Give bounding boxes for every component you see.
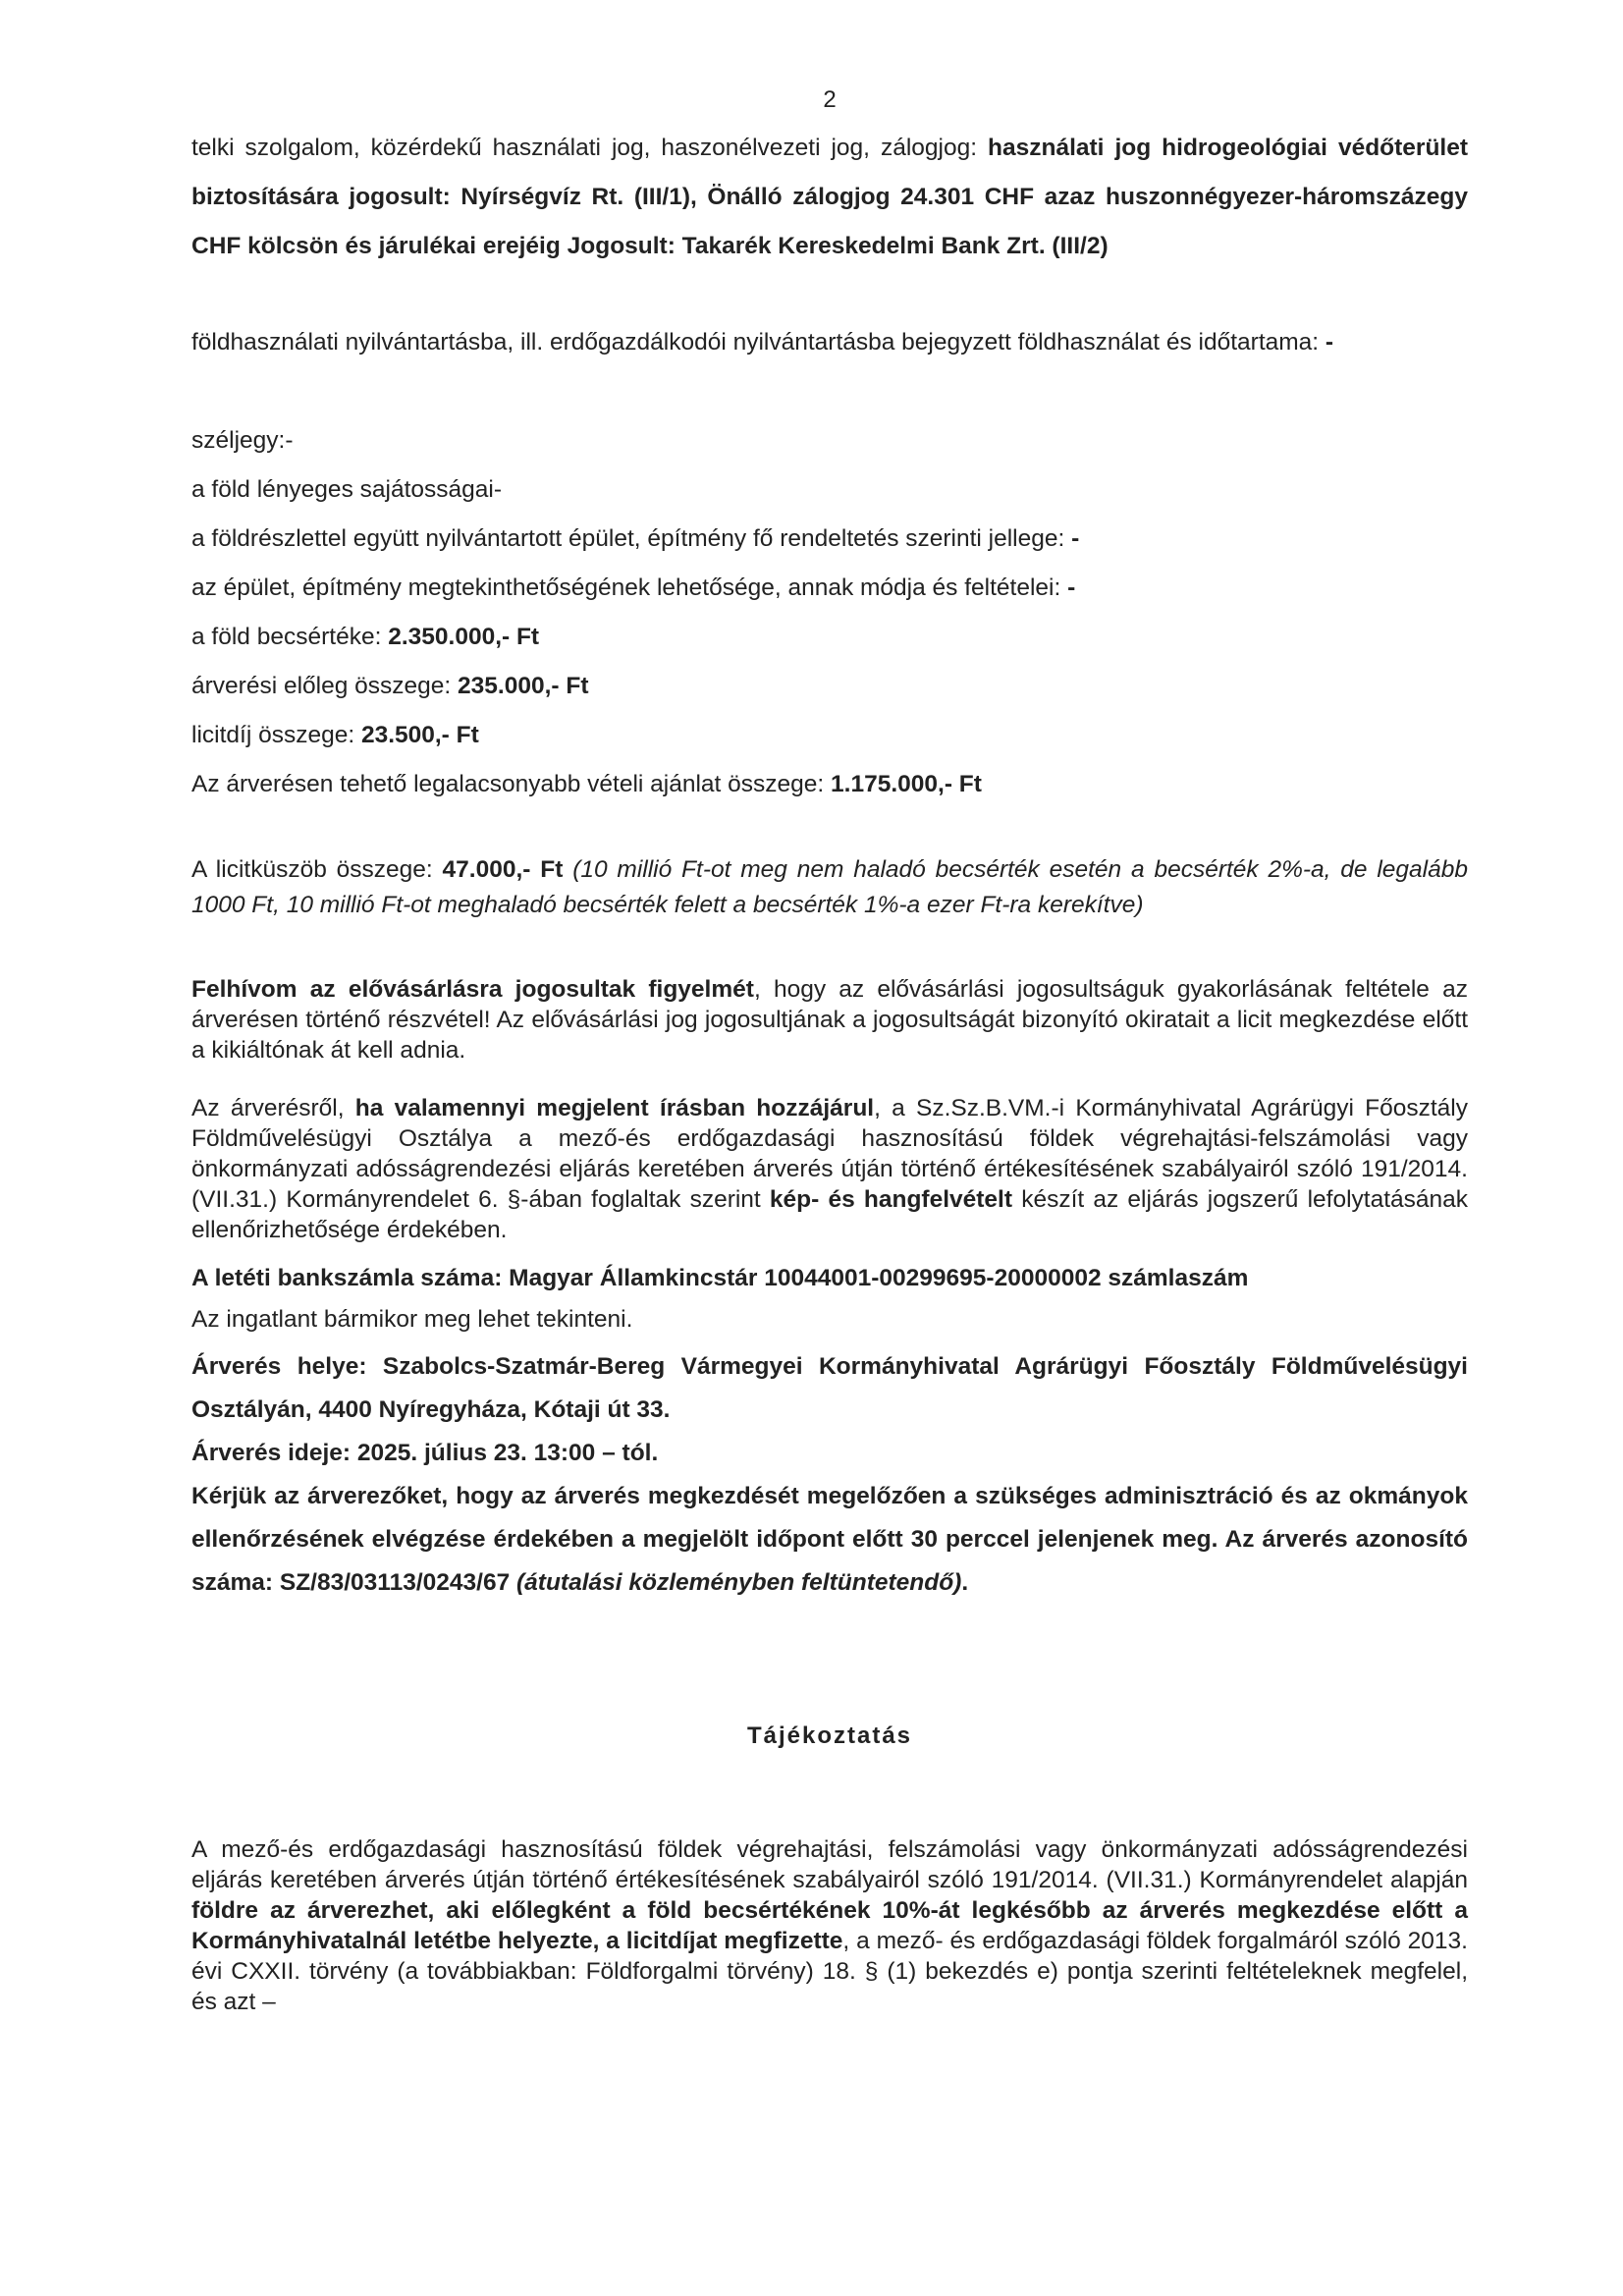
- recording-bold-b: ha valamennyi megjelent írásban hozzájárul: [354, 1095, 875, 1121]
- request-text: Kérjük az árverezőket, hogy az árverés megkezdését megelőzően a szükséges adminisztráció és az okmányok ellenőrzésének elvégzése érdekében a megjelölt időpont előtt 30 perccel jelenjenek meg. Az árverés azonosító száma: SZ/83/03113/0243/67: [191, 1483, 1468, 1596]
- land-use-value: -: [1325, 329, 1334, 355]
- viewing-line: [191, 564, 1468, 613]
- preemption-text: , hogy az elővásárlási jogosultságuk gyakorlásának feltétele az árverésen történő részvétel! Az elővásárlási jog jogosultjának a jogosultságát bizonyító okiratait a licit megkezdése előtt a kikiáltónak át kell adnia.: [191, 976, 1468, 1064]
- encumbrances-plain: telki szolgalom, közérdekű használati jog, haszonélvezeti jog, zálogjog:: [191, 135, 989, 161]
- lowest-offer-line: [191, 760, 1468, 809]
- lowest-offer-label: Az árverésen tehető legalacsonyabb vételi ajánlat összege:: [191, 771, 832, 797]
- viewing-label: az épület, építmény megtekinthetőségének lehetősége, annak módja és feltételei:: [191, 574, 1068, 601]
- viewing-value: -: [1067, 574, 1076, 601]
- estimated-value-label: a föld becsértéke:: [191, 624, 389, 650]
- bid-fee-label: licitdíj összege:: [191, 722, 361, 748]
- information-bold-b: földre az árverezhet, aki előlegként a föld becsértékének 10%-át legkésőbb az árverés megkezdése előtt a Kormányhivatalnál letétbe helyezte, a licitdíjat megfizette: [191, 1897, 1468, 1954]
- bank-account-line: [191, 1259, 1468, 1298]
- bid-threshold-label: A licitküszöb összege:: [191, 856, 443, 883]
- bid-threshold-note: (10 millió Ft-ot meg nem haladó becsérték esetén a becsérték 2%-a, de legalább 1000 Ft, 10 millió Ft-ot meghaladó becsérték felett a becsérték 1%-a ezer Ft-ra kerekítve): [191, 856, 1469, 918]
- page-number: 2: [823, 86, 837, 113]
- deposit-line: [191, 662, 1468, 711]
- sajatossagai-line: a föld lényeges sajátosságai-: [191, 476, 502, 503]
- preemption-bold: Felhívom az elővásárlásra jogosultak figyelmét: [191, 976, 754, 1003]
- request-end: .: [961, 1569, 969, 1596]
- deposit-value: 235.000,- Ft: [458, 673, 589, 699]
- preemption-paragraph: [191, 974, 1468, 1066]
- bank-account: A letéti bankszámla száma: Magyar Államkincstár 10044001-00299695-20000002 számlaszám: [191, 1265, 1249, 1291]
- estimated-value-line: [191, 613, 1468, 662]
- building-type-value: -: [1071, 525, 1080, 552]
- auction-place-text: Árverés helye: Szabolcs-Szatmár-Bereg Vármegyei Kormányhivatal Agrárügyi Főosztály Földművelésügyi Osztályán, 4400 Nyíregyháza, Kótaji út 33.: [191, 1353, 1468, 1423]
- auction-time-text: Árverés ideje: 2025. július 23. 13:00 – tól.: [191, 1440, 659, 1466]
- recording-paragraph: [191, 1093, 1468, 1245]
- recording-text-c: , a Sz.Sz.B.VM.-i Kormányhivatal Agrárügyi Főosztály Földművelésügyi Osztálya a mező-és erdőgazdasági hasznosítású földek végrehajtási-felszámolási vagy önkormányzati adósságrendezési eljárás keretében árverés útján történő értékesítésének szabályairól szóló 191/2014. (VII.31.) Kormányrendelet 6. §-ában foglaltak szerint: [191, 1095, 1468, 1213]
- encumbrances-paragraph: [191, 124, 1468, 271]
- lowest-offer-value: 1.175.000,- Ft: [831, 771, 982, 797]
- estimated-value: 2.350.000,- Ft: [388, 624, 540, 650]
- bid-fee-line: [191, 711, 1468, 760]
- request-note: (átutalási közleményben feltüntetendő): [516, 1569, 962, 1596]
- building-type-line: [191, 515, 1468, 564]
- request-paragraph: [191, 1475, 1468, 1605]
- information-text-c: , a mező- és erdőgazdasági földek forgalmáról szóló 2013. évi CXXII. törvény (a továbbiakban: Földforgalmi törvény) 18. § (1) bekezdés e) pontja szerinti feltételeknek megfelel, és azt –: [191, 1928, 1468, 2015]
- recording-text-a: Az árverésről,: [191, 1095, 355, 1121]
- building-type-label: a földrészlettel együtt nyilvántartott épület, építmény fő rendeltetés szerinti jellege:: [191, 525, 1072, 552]
- information-paragraph: [191, 1834, 1468, 2017]
- szeljegy-line: széljegy:-: [191, 427, 294, 454]
- recording-bold-d: kép- és hangfelvételt: [769, 1186, 1013, 1213]
- recording-text-e: készít az eljárás jogszerű lefolytatásának ellenőrizhetősége érdekében.: [191, 1186, 1469, 1243]
- bid-threshold-value: 47.000,- Ft: [442, 856, 564, 883]
- bid-threshold-paragraph: [191, 852, 1468, 923]
- land-use-text: földhasználati nyilvántartásba, ill. erdőgazdálkodói nyilvántartásba bejegyzett földhasználat és időtartama:: [191, 329, 1325, 355]
- information-text-a: A mező-és erdőgazdasági hasznosítású földek végrehajtási, felszámolási vagy önkormányzati adósságrendezési eljárás keretében árverés útján történő értékesítésének szabályairól szóló 191/2014. (VII.31.) Kormányrendelet alapján: [191, 1836, 1468, 1893]
- encumbrances-bold: használati jog hidrogeológiai védőterület biztosítására jogosult: Nyírségvíz Rt. (III/1), Önálló zálogjog 24.301 CHF azaz huszonnégyezer-háromszázegy CHF kölcsön és járulékai erejéig Jogosult: Takarék Kereskedelmi Bank Zrt. (III/2): [191, 135, 1468, 259]
- deposit-label: árverési előleg összege:: [191, 673, 459, 699]
- viewing-anytime-line: Az ingatlant bármikor meg lehet tekinteni.: [191, 1306, 633, 1333]
- land-use-paragraph: [191, 318, 1468, 367]
- bid-fee-value: 23.500,- Ft: [360, 722, 479, 748]
- information-heading: Tájékoztatás: [746, 1722, 913, 1749]
- auction-place: [191, 1345, 1468, 1432]
- auction-time: [191, 1432, 1468, 1475]
